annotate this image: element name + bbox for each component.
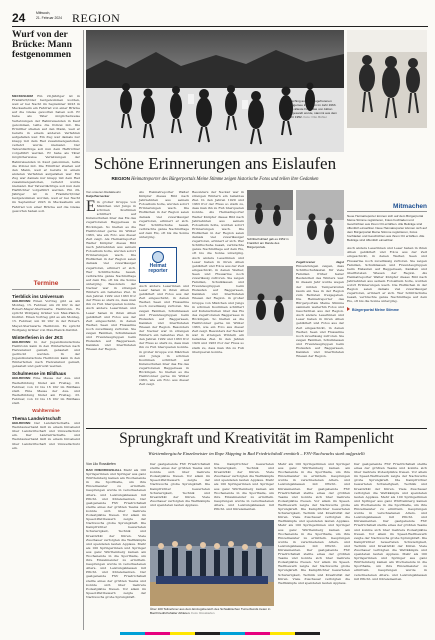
sport-rule [86,428,427,429]
sport-col-4: Mehr als 100 Springerinnen und Springer aus ganz Württemberg kamen am Wochenende in die Sporthalle, um ihre Einzelmeister zu ermitteln. Gesprungen wurde in verschiedenen Alters- und Leistungsklassen mit Pflicht- und Kürelementen. Der gastgebende FSV Friedrichshall stellte eines der größten Teams und konnte sich über mehrere Podestplätze freuen. Vor allem im Speed-Wettbewerb zeigte der Nachwuchs große Sprungkraft. Die Kampfrichter bewerteten Schwierigkeit, Technik und Kreativität der Küren. Viele Zuschauer verfolgten die Wettkämpfe und spendeten lauten Applaus. Mehr als 100 Springerinnen und Springer aus ganz Württemberg kamen am Wochenende in die Sporthalle, um ihre Einzelmeister zu ermitteln. Gesprungen wurde in verschiedenen Alters- und Leistungsklassen mit Pflicht- und Kürelementen. Der gastgebende FSV Friedrichshall stellte eines der größten Teams und konnte sich über mehrere Podestplätze freuen. Vor allem im Speed-Wettbewerb zeigte der Nachwuchs große Sprungkraft. Die Kampfrichter bewerteten Schwierigkeit, Technik und Kreativität der Küren. Viele Zuschauer verfolgten die Wettkämpfe und spendeten lauten Applaus. [278,462,351,585]
feature-headline: Schöne Erinnerungen ans Eislaufen [93,154,337,173]
termine-item-text: HEILBRONN Eine Messe der Aus- und Weiterbildung findet am Freitag, 23. Februar, von 10 bis 16 Uhr im Bildhaus statt. Eine Messe der Aus- und Weiterbildung findet am Freitag, 23. Februar, von 10 bis 16 Uhr im Bildhaus statt. [12,376,80,405]
sport-photo-credit: Foto: Rosskiefen [191,610,215,615]
sport-photo-caption: Über 100 Teilnehmer aus dem Einzugsbereich des Schwäbischen Turnerbunds treten in Bad Friedrichshaller Athleten. Foto: Rosskiefen [150,607,271,615]
left-article-text-3: Ein 29-Jähriger ist in Frankfurt/Oder festgenommen worden, weil er bei Nacht im September 2023 in Meckesheim ein Fahrrad von einer Brücke auf die Gleise geworfen haben soll. [12,188,80,213]
column-divider [83,30,84,630]
feature-subline: REGION Heimatreporter des Bürgerportals Meine Stimme zeigen historische Fotos und teilen ihre Gedanken [111,176,319,182]
photo-skaters-1952-graphic [247,190,293,236]
photo-jagst-graphic [247,266,293,336]
color-registration-strip [120,632,320,635]
feature-col-1: E in großer Gruppe von Mädchen und Jungs in schönen Kostümen schlittert auf Kufenschuhen über das Eis des zugefrorenen Baggersees in Böckingen. So hielten es die Heilbronner gerne im Winter 1963, wie ein Foto aus dieser Zeit zeigt. Als Heimatreporter Walter Knüpfer dieses Bild nach Jahrzehnten aus seinem Fotoalbum holte, wurden sofort Erinnerungen wach. Die Eisflächen in der Region seien damals viel zuverlässiger zugefroren, erinnert er sich. Wer Schlittschuhe besaß, verbrachte ganze Nachmittage auf dem Eis, oft bis die Sonne unterging. Besonders der Neckar war in strengen Wintern ein beliebtes Ziel. In den Jahren 1929 und 1963 fror der Fluss so stark zu, dass man ihn zu Fuß überqueren konnte. Auch andere Leserinnen und Leser haben in ihren Alben geblättert und Fotos aus der Zeit eingeschickt, in denen Weiher, Seen und Flussarme noch zuverlässig zufroren. Sie zeigen Familien, Schulklassen und Freundesgruppen beim Eislaufen auf Baggerseen, Kanälen und überfluteten Wiesen der Region. [86,198,136,352]
heimatreporter-logo: Heimat reporter [139,247,177,283]
mitmachen-body: Auch andere Leserinnen und Leser haben in ihren Alben geblättert und Fotos aus der Zeit eingeschickt, in denen Weiher, Seen und Flussarme noch zuverlässig zufroren. Sie zeigen Familien, Schulklassen und Freundesgruppen beim Eislaufen auf Baggerseen, Kanälen und überfluteten Wiesen der Region. Als Heimatreporter Walter Knüpfer dieses Bild nach Jahrzehnten aus seinem Fotoalbum holte, wurden sofort Erinnerungen wach. Die Eisflächen in der Region seien damals viel zuverlässiger zugefroren, erinnert er sich. Wer Schlittschuhe besaß, verbrachte ganze Nachmittage auf dem Eis, oft bis die Sonne unterging. [347,246,428,304]
header-day: Mittwoch, [36,11,51,15]
mitmachen-text: Neue Heimatreporter können sich auf dem Bürgerportal Meine Stimme registrieren, Fotos hochladen und Geschichten aus ihrem Ort erzählen. Alle Beiträge sind öffentlich einsehbar. Neue Heimatreporter können sich auf dem Bürgerportal Meine Stimme registrieren, Fotos hochladen und Geschichten aus ihrem Ort erzählen. Alle Beiträge sind öffentlich einsehbar. [347,213,427,243]
photo-3-caption: Zugefrorener Jagst [296,260,344,264]
left-article-title: Wurf von der Brücke: Mann festgenommen [12,29,72,60]
left-article-body [12,94,80,213]
photo-jagst [247,266,293,336]
buergerportal-link[interactable]: Bürgerportal Meine Stimme [347,307,427,312]
feature-col-2b: Auch andere Leserinnen und Leser haben in ihren Alben geblättert und Fotos aus der Zeit eingeschickt, in denen Weiher, Seen und Flussarme noch zuverlässig zufroren. Sie zeigen Familien, Schulklassen und Freundesgruppen beim Eislaufen auf Baggerseen, Kanälen und überfluteten Wiesen der Region. Besonders der Neckar war in strengen Wintern ein beliebtes Ziel. In den Jahren 1929 und 1963 fror der Fluss so stark zu, dass man ihn zu Fuß überqueren konnte. in großer Gruppe von Mädchen und Jungs in schönen Kostümen schlittert auf Kufenschuhen über das Eis des zugefrorenen Baggersees in Böckingen. So hielten es die Heilbronner gerne im Winter 1963, wie ein Foto aus dieser Zeit zeigt. [139,284,189,387]
feature-col-3: Besonders der Neckar war in strengen Wintern ein beliebtes Ziel. In den Jahren 1929 und 1963 fror der Fluss so stark zu, dass man ihn zu Fuß überqueren konnte. Als Heimatreporter Walter Knüpfer dieses Bild nach Jahrzehnten aus seinem Fotoalbum holte, wurden sofort Erinnerungen wach. Die Eisflächen in der Region seien damals viel zuverlässiger zugefroren, erinnert er sich. Wer Schlittschuhe besaß, verbrachte ganze Nachmittage auf dem Eis, oft bis die Sonne unterging. Auch andere Leserinnen und Leser haben in ihren Alben geblättert und Fotos aus der Zeit eingeschickt, in denen Weiher, Seen und Flussarme noch zuverlässig zufroren. Sie zeigen Familien, Schulklassen und Freundesgruppen beim Eislaufen auf Baggerseen, Kanälen und überfluteten Wiesen der Region. in großer Gruppe von Mädchen und Jungs in schönen Kostümen schlittert auf Kufenschuhen über das Eis des zugefrorenen Baggersees in Böckingen. So hielten es die Heilbronner gerne im Winter 1963, wie ein Foto aus dieser Zeit zeigt. Besonders der Neckar war in strengen Wintern ein beliebtes Ziel. In den Jahren 1929 und 1963 fror der Fluss so stark zu, dass man ihn zu Fuß überqueren konnte. [192,190,245,354]
rope-skipping-photo [150,520,274,606]
sport-subline: Württembergische Einzelmeister im Rope Skipping in Bad Friedrichshall ermittelt – FSV-Nachwuchs stark aufgestellt [148,451,365,456]
ice-skating-photo-graphic [86,30,344,152]
sport-col-2: Der gastgebende FSV Friedrichshall stellte eines der größten Teams und konnte sich über mehrere Podestplätze freuen. Vor allem im Speed-Wettbewerb zeigte der Nachwuchs große Sprungkraft. Die Kampfrichter bewerteten Schwierigkeit, Technik und Kreativität der Küren. Viele Zuschauer verfolgten die Wettkämpfe und spendeten lauten Applaus. [150,462,210,507]
left-article-text-2: Er habe als Täter möglicherweise Verletzungen der Bahnreisenden in Kauf genommen, teilte die Polizei mit. Die Ermittler stießen auf den Mann, weil er bereits in einem anderen Verfahren aufgefallen war. Ein Zug war damals nur knapp mit dem Rad zusammengestoßen, verletzt wurde niemand. Der Tatverdächtige soll nun dem Haftrichter vorgeführt werden. [12,151,81,193]
header-rule [12,26,428,27]
feature-byline: Von unseren Redakteurin Katja Bernecker [86,190,121,199]
sport-byline: Von Lilo Rosskiefen [86,462,116,466]
feature-col-2: Als Heimatreporter Walter Knüpfer dieses Bild nach Jahrzehnten aus seinem Fotoalbum holte, wurden sofort Erinnerungen wach. Die Eisflächen in der Region seien damals viel zuverlässiger zugefroren, erinnert er sich. Wer Schlittschuhe besaß, verbrachte ganze Nachmittage auf dem Eis, oft bis die Sonne unterging. [139,190,189,240]
header-date: 21. Februar 2024 [36,16,63,20]
termine-item-text: HEILBRONN In der Jugendkunstschule Heilbronn kann in den Winterferien nach Herzenslust gemalt, gebastelt und gedruckt werden. In der Jugendkunstschule Heilbronn kann in den Winterferien nach Herzenslust gemalt, gebastelt und gedruckt werden. [12,339,81,369]
termine-item-heading: Wahltermine [32,408,60,414]
ice-skating-photo [86,30,344,152]
termine-item-text: HEILBRONN Der Landwirtschafts- und Weinbauverband lädt zu einem Infoabend über Landwirtschaft und Umweltschutz ein. Der Landwirtschafts- und Weinbauverband lädt zu einem Infoabend über Landwirtschaft und Umweltschutz ein. [12,421,80,450]
termine-item-heading: Schulmesse im Bildhaus [12,371,67,377]
arrow-right-icon [347,307,350,311]
sport-col-3: Die Kampfrichter bewerteten Schwierigkeit, Technik und Kreativität der Küren. Viele Zuschauer verfolgten die Wettkämpfe und spendeten lauten Applaus. Mehr als 100 Springerinnen und Springer aus ganz Württemberg kamen am Wochenende in die Sporthalle, um ihre Einzelmeister zu ermitteln. Gesprungen wurde in verschiedenen Alters- und Leistungsklassen mit Pflicht- und Kürelementen. [214,462,275,512]
termine-rule [12,289,80,290]
left-article-dateline: MECKESHEIM [12,94,33,98]
termine-item-text: HEILBRONN Einen Vortrag gibt es am Montag, 15. Februar, um 20 Uhr in der Robert-Mayer-Sternwarte Heilbronn. Es spricht Wolfgang Gräber von Max-Planck-Institut. Einen Vortrag gibt es am Montag, 15. Februar, um 20 Uhr in der Robert-Mayer-Sternwarte Heilbronn. Es spricht Wolfgang Gräber von Max-Planck-Institut. [12,299,81,332]
section-label: REGION [72,11,121,25]
feature-author: Katja Bernecker [86,194,110,199]
feature-col-4: Zugefrorener Jagst Einsendungen zeigen, dass Schlittschuhlaufen für viele Familien früher fester Bestandteil des Winters war. In diesem Jahr wurde wegen der milden Temperaturen kaum ein See in der Region zum Betreten freigegeben. Die Heimatreporter des Bürgerportals Meine Stimme sammeln weiterhin Fotos und Geschichten aus der Region. Auch andere Leserinnen und Leser haben in ihren Alben geblättert und Fotos aus der Zeit eingeschickt, in denen Weiher, Seen und Flussarme noch zuverlässig zufroren. Sie zeigen Familien, Schulklassen und Freundesgruppen beim Eislaufen auf Baggerseen, Kanälen und überfluteten Wiesen der Region. [296,260,344,359]
portrait-photo-graphic [347,30,427,128]
photo-credit: Foto: Otto Bühler [303,114,328,119]
rope-skipping-photo-graphic [150,520,274,606]
photo-skaters-1952 [247,190,293,236]
termine-item-heading: Thema Landwirtschaft [12,416,61,422]
drop-cap: E [86,198,96,215]
termine-item-heading: Tierblick ins Universum [12,294,64,299]
page-number: 24 [12,11,26,25]
termine-title: Termine [33,280,59,287]
sport-col-5: Der gastgebende FSV Friedrichshall stellte eines der größten Teams und konnte sich über mehrere Podestplätze freuen. Vor allem im Speed-Wettbewerb zeigte der Nachwuchs große Sprungkraft. Die Kampfrichter bewerteten Schwierigkeit, Technik und Kreativität der Küren. Viele Zuschauer verfolgten die Wettkämpfe und spendeten lauten Applaus. Mehr als 100 Springerinnen und Springer aus ganz Württemberg kamen am Wochenende in die Sporthalle, um ihre Einzelmeister zu ermitteln. Gesprungen wurde in verschiedenen Alters- und Leistungsklassen mit Pflicht- und Kürelementen. Der gastgebende FSV Friedrichshall stellte eines der größten Teams und konnte sich über mehrere Podestplätze freuen. Vor allem im Speed-Wettbewerb zeigte der Nachwuchs große Sprungkraft. Die Kampfrichter bewerteten Schwierigkeit, Technik und Kreativität der Küren. Viele Zuschauer verfolgten die Wettkämpfe und spendeten lauten Applaus. Mehr als 100 Springerinnen und Springer aus ganz Württemberg kamen am Wochenende in die Sporthalle, um ihre Einzelmeister zu ermitteln. Gesprungen wurde in verschiedenen Alters- und Leistungsklassen mit Pflicht- und Kürelementen. [354,462,428,581]
photo-2-caption: Schlittschuhlauf gab es 1952 in Frankfurt am Rande des Bürgerportals. [247,237,289,249]
termine-item-heading: Winterferien in der JKS [12,334,63,340]
photo-frozen-lake-graphic [296,190,344,256]
mitmachen-box [347,130,427,430]
termine-list [12,292,80,450]
reporter-icon [152,251,164,263]
sport-headline: Sprungkraft und Kreativität im Rampenlicht [119,430,394,447]
sport-col-1: BAD FRIEDRICHSHALL Mehr als 100 Springerinnen und Springer aus ganz Württemberg kamen am Wochenende in die Sporthalle, um ihre Einzelmeister zu ermitteln. Gesprungen wurde in verschiedenen Alters- und Leistungsklassen mit Pflicht- und Kürelementen. Der gastgebende FSV Friedrichshall stellte eines der größten Teams und konnte sich über mehrere Podestplätze freuen. Vor allem im Speed-Wettbewerb zeigte der Nachwuchs große Sprungkraft. Die Kampfrichter bewerteten Schwierigkeit, Technik und Kreativität der Küren. Viele Zuschauer verfolgten die Wettkämpfe und spendeten lauten Applaus. Mehr als 100 Springerinnen und Springer aus ganz Württemberg kamen am Wochenende in die Sporthalle, um ihre Einzelmeister zu ermitteln. Gesprungen wurde in verschiedenen Alters- und Leistungsklassen mit Pflicht- und Kürelementen. Der gastgebende FSV Friedrichshall stellte eines der größten Teams und konnte sich über mehrere Podestplätze freuen. Vor allem im Speed-Wettbewerb zeigte der Nachwuchs große Sprungkraft. [86,468,147,599]
photo-caption: Fasching auf dem zugefrorenen Baggersee in Bingen im Jahr 1963. Das älteste Foto, das von Aktion eingesandt wurde, stammt aus dem Jahr 1952. Foto: Otto Bühler [288,99,338,119]
portrait-photo [347,30,427,128]
photo-frozen-lake [296,190,344,256]
mitmachen-title: Mitmachen [393,203,427,210]
feature-kicker: REGION [111,176,130,181]
left-article-lead: Ein 29-Jähriger ist in Frankfurt/Oder festgenommen worden, weil er bei Nacht im September 2023 in Meckesheim ein Fahrrad von einer Brücke auf die Gleise geworfen haben soll. [12,94,81,115]
left-article-text: Er habe als Täter möglicherweise Verletzungen der Bahnreisenden in Kauf genommen, teilte die Polizei mit. Die Ermittler stießen auf den Mann, weil er bereits in einem anderen Verfahren aufgefallen war. Ein Zug war damals nur knapp mit dem Rad zusammengestoßen, verletzt wurde niemand. Der Tatverdächtige soll nun dem Haftrichter vorgeführt werden. [12,110,80,156]
sport-dateline: BAD FRIEDRICHSHALL [86,468,122,472]
